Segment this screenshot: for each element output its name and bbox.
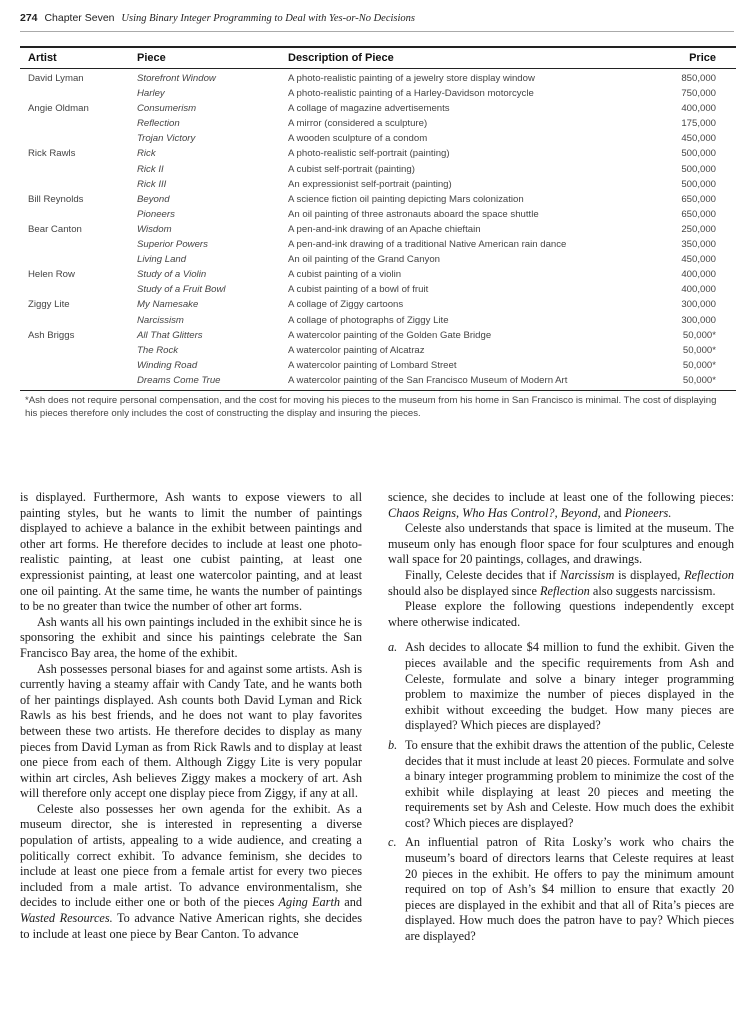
art-pieces-table — [20, 46, 736, 421]
left-column — [20, 490, 362, 942]
description-cell: A cubist painting of a violin — [288, 269, 402, 281]
table-row — [20, 116, 736, 131]
question-item — [388, 738, 734, 832]
price-cell: 400,000 — [681, 284, 716, 296]
header-artist: Artist — [28, 52, 57, 64]
price-cell: 450,000 — [681, 133, 716, 145]
table-row — [20, 282, 736, 297]
price-cell: 175,000 — [681, 118, 716, 130]
artist-cell: Rick Rawls — [28, 148, 76, 160]
paragraph — [20, 802, 362, 942]
table-row — [20, 71, 736, 86]
price-cell: 300,000 — [681, 299, 716, 311]
table-row — [20, 252, 736, 267]
table-row — [20, 162, 736, 177]
question-item — [388, 640, 734, 734]
question-item — [388, 835, 734, 944]
description-cell: A mirror (considered a sculpture) — [288, 118, 428, 130]
paragraph: Celeste also understands that space is limited at the museum. The museum only has enough floor space for four sculptures and enough wall space for 20 paintings, collages, and drawings. — [388, 521, 734, 567]
artist-cell: Bear Canton — [28, 223, 82, 235]
paragraph: is displayed. Furthermore, Ash wants to expose viewers to all painting styles, but he wants to limit the number of paintings displayed to achieve a balance in the exhibit between paintings and other art forms. He therefore decides to include at least one photo-realistic painting, at least one cubist painting, at least one expressionist painting, at least one watercolor painting, and at least one oil painting. At the same time, he wants the number of paintings to be no greater than twice the number of other art forms. — [20, 490, 362, 614]
description-cell: A collage of magazine advertisements — [288, 103, 450, 115]
piece-cell: Beyond — [137, 193, 170, 205]
table-row — [20, 222, 736, 237]
text-run: science, she decides to include at least one of the following pieces: — [388, 490, 734, 504]
table-row — [20, 86, 736, 101]
paragraph: Ash possesses personal biases for and against some artists. Ash is currently having a steamy affair with Candy Tate, and he wants both of her paintings displayed. Ash counts both David Lyman and Rick Rawls as his best friends, and he does not want to play favorites between these two artists. He therefore decides to display as many pieces from David Lyman as from Rick Rawls and to display at least one piece from each of them. Although Ziggy Lite is very popular within art circles, Ash believes Ziggy makes a mockery of art. Ash will therefore only accept one display piece from Ziggy, if any at all. — [20, 661, 362, 801]
table-row — [20, 237, 736, 252]
piece-cell: Rick — [137, 148, 156, 160]
price-cell: 50,000* — [682, 359, 716, 371]
piece-cell: Study of a Fruit Bowl — [137, 284, 226, 296]
table-row — [20, 207, 736, 222]
right-column — [388, 490, 734, 949]
price-cell: 850,000 — [681, 73, 716, 84]
question-text: To ensure that the exhibit draws the attention of the public, Celeste decides that it must include at least 20 pieces. Formulate and solve a binary integer programming problem to minimize the cost of the exhibit while displaying at least 20 pieces and meeting the requirements set by Ash and Celeste. How much does the exhibit cost? Which pieces are displayed? — [405, 737, 735, 830]
piece-cell: My Namesake — [137, 299, 199, 311]
price-cell: 250,000 — [681, 223, 716, 235]
description-cell: A watercolor painting of Lombard Street — [288, 359, 457, 371]
question-label: b. — [388, 737, 398, 752]
text-run: is displayed, — [618, 567, 681, 582]
description-cell: An expressionist self-portrait (painting) — [288, 178, 452, 190]
description-cell: A collage of Ziggy cartoons — [288, 299, 404, 311]
question-list — [388, 640, 734, 944]
description-cell: A pen-and-ink drawing of an Apache chieftain — [288, 223, 481, 235]
piece-cell: Rick III — [137, 178, 167, 190]
text-run: Finally, Celeste decides that if — [405, 567, 557, 582]
artist-cell: Helen Row — [28, 269, 75, 281]
table-footnote: *Ash does not require personal compensation, and the cost for moving his pieces to the museum from his home in San Francisco is minimal. The cost of displaying his pieces therefore only includes the cost of constructing the display and insuring the pieces. — [25, 394, 717, 420]
price-cell: 650,000 — [681, 208, 716, 220]
piece-cell: Winding Road — [137, 359, 198, 371]
table-row — [20, 177, 736, 192]
question-label: a. — [388, 640, 398, 655]
emphasis: Aging Earth — [278, 895, 341, 910]
emphasis: Pioneers. — [624, 505, 672, 520]
running-header — [20, 12, 415, 24]
price-cell: 50,000* — [682, 344, 716, 356]
paragraph: Please explore the following questions independently except where otherwise indicated. — [388, 599, 734, 629]
description-cell: A collage of photographs of Ziggy Lite — [288, 314, 449, 326]
table-row — [20, 267, 736, 282]
paragraph — [388, 568, 734, 599]
artist-cell: Angie Oldman — [28, 103, 89, 115]
emphasis: Wasted Resources. — [20, 911, 113, 926]
table-row — [20, 373, 736, 388]
text-run: To advance Native American rights, she decides to include at least one piece by Bear Canton. To advance — [20, 911, 362, 941]
price-cell: 400,000 — [681, 103, 716, 115]
emphasis: Reflection — [684, 567, 734, 582]
artist-cell: Ash Briggs — [28, 329, 75, 341]
price-cell: 500,000 — [681, 163, 716, 175]
artist-cell: Ziggy Lite — [28, 299, 70, 311]
piece-cell: Narcissism — [137, 314, 184, 326]
header-rule — [20, 31, 734, 32]
piece-cell: Harley — [137, 88, 165, 100]
question-text: Ash decides to allocate $4 million to fund the exhibit. Given the pieces available and the specific requirements from Ash and Celeste, formulate and solve a binary integer programming problem to maximize the number of pieces displayed in the exhibit without exceeding the budget. How many pieces are displayed? Which pieces are displayed? — [405, 640, 734, 733]
table-row — [20, 146, 736, 161]
description-cell: A photo-realistic painting of a jewelry store display window — [288, 73, 535, 84]
table-row — [20, 313, 736, 328]
description-cell: An oil painting of the Grand Canyon — [288, 254, 441, 266]
table-row — [20, 101, 736, 116]
description-cell: A science fiction oil painting depicting Mars colonization — [288, 193, 524, 205]
artist-cell: Bill Reynolds — [28, 193, 84, 205]
table-header-row — [20, 48, 736, 68]
piece-cell: The Rock — [137, 344, 179, 356]
text-run: should also be displayed since — [388, 583, 537, 598]
piece-cell: Reflection — [137, 118, 180, 130]
question-text: An influential patron of Rita Losky’s work who chairs the museum’s board of directors learns that Celeste requires at least 20 pieces in the exhibit. He offers to pay the minimum amount required on top of Ash’s $4 million to ensure that exactly 20 pieces are displayed in the exhibit and that all of Rita’s pieces are displayed. How much does the patron have to pay? Which pieces are displayed? — [405, 835, 734, 944]
description-cell: A pen-and-ink drawing of a traditional Native American rain dance — [288, 239, 567, 251]
emphasis: Chaos Reigns, Who Has Control?, Beyond, — [388, 505, 601, 520]
price-cell: 300,000 — [681, 314, 716, 326]
text-run: and — [344, 895, 362, 910]
description-cell: A watercolor painting of the Golden Gate Bridge — [288, 329, 492, 341]
piece-cell: All That Glitters — [137, 329, 203, 341]
table-row — [20, 297, 736, 312]
paragraph — [388, 490, 734, 521]
piece-cell: Wisdom — [137, 223, 172, 235]
price-cell: 350,000 — [681, 239, 716, 251]
description-cell: A watercolor painting of Alcatraz — [288, 344, 425, 356]
piece-cell: Pioneers — [137, 208, 175, 220]
table-row — [20, 131, 736, 146]
piece-cell: Superior Powers — [137, 239, 208, 251]
price-cell: 450,000 — [681, 254, 716, 266]
text-run: and — [603, 505, 622, 520]
price-cell: 50,000* — [682, 374, 716, 386]
piece-cell: Consumerism — [137, 103, 197, 115]
description-cell: A photo-realistic painting of a Harley-Davidson motorcycle — [288, 88, 534, 100]
emphasis: Narcissism — [560, 567, 615, 582]
description-cell: A watercolor painting of the San Francisco Museum of Modern Art — [288, 374, 568, 386]
piece-cell: Trojan Victory — [137, 133, 196, 145]
price-cell: 500,000 — [681, 148, 716, 160]
text-run: Celeste also possesses her own agenda for the exhibit. As a museum director, she is interested in representing a diverse population of artists, appealing to a wide audience, and creating a politically correct exhibit. To advance feminism, she decides to include at least one piece from a female artist for every two pieces included from a male artist. To advance environmentalism, she decides to include either one or both of the pieces — [20, 801, 362, 910]
header-piece: Piece — [137, 52, 166, 64]
description-cell: A wooden sculpture of a condom — [288, 133, 428, 145]
description-cell: A cubist self-portrait (painting) — [288, 163, 415, 175]
chapter-label: Chapter Seven — [44, 12, 115, 24]
table-body — [20, 69, 736, 388]
description-cell: A cubist painting of a bowl of fruit — [288, 284, 429, 296]
price-cell: 650,000 — [681, 193, 716, 205]
price-cell: 750,000 — [681, 88, 716, 100]
piece-cell: Dreams Come True — [137, 374, 221, 386]
text-run: also suggests narcissism. — [592, 583, 716, 598]
artist-cell: David Lyman — [28, 73, 84, 84]
piece-cell: Study of a Violin — [137, 269, 207, 281]
price-cell: 50,000* — [682, 329, 716, 341]
emphasis: Reflection — [539, 583, 590, 598]
description-cell: A photo-realistic self-portrait (painting) — [288, 148, 450, 160]
table-row — [20, 328, 736, 343]
price-cell: 400,000 — [681, 269, 716, 281]
piece-cell: Rick II — [137, 163, 164, 175]
page-number: 274 — [20, 12, 38, 24]
header-description: Description of Piece — [288, 52, 394, 64]
table-row — [20, 343, 736, 358]
header-price: Price — [689, 52, 716, 64]
chapter-title: Using Binary Integer Programming to Deal with Yes-or-No Decisions — [121, 13, 416, 24]
piece-cell: Living Land — [137, 254, 187, 266]
question-label: c. — [388, 835, 397, 850]
piece-cell: Storefront Window — [137, 73, 216, 84]
table-row — [20, 358, 736, 373]
description-cell: An oil painting of three astronauts aboard the space shuttle — [288, 208, 539, 220]
price-cell: 500,000 — [681, 178, 716, 190]
table-row — [20, 192, 736, 207]
paragraph: Ash wants all his own paintings included in the exhibit since he is sponsoring the exhibit and since his paintings celebrate the San Francisco Bay area, the home of the exhibit. — [20, 614, 362, 660]
